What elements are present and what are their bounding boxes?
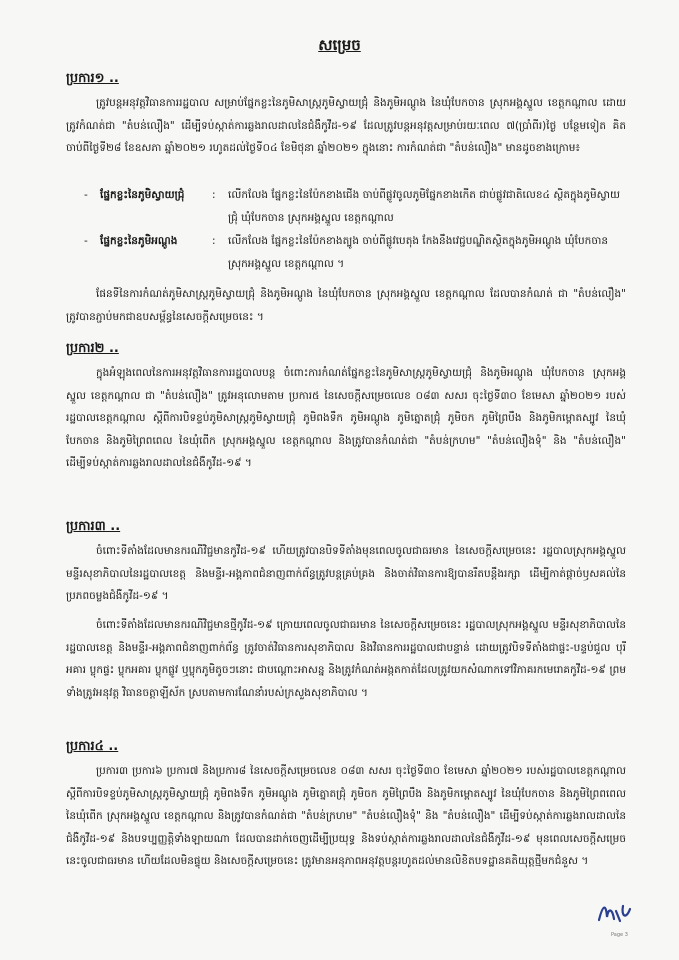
bullet-text: លើកលែង ផ្នែកខ្លះនៃប៉ែកខាងជើង ចាប់ពីផ្លូវចូលភូមិផ្នែកខាងកើត ជាប់ផ្លូវជាតិលេខ៤ ស្ថិតក្នុងភូមិស្វាយជ្រុំ ឃុំបែកចាន ស្រុកអង្គស្នួល ខេត្តកណ្តាល <box>228 189 620 224</box>
article-3-paragraph-1: ចំពោះទីតាំងដែលមានករណីវិជ្ជមានកូវីដ-១៩ ហើយត្រូវបានបិទទីតាំងមុនពេលចូលជាធរមាន នៃសេចក្តីសម្រេចនេះ រដ្ឋបាលស្រុកអង្គស្នួល មន្ទីរសុខាភិបាលនៃរដ្ឋបាលខេត្ត និងមន្ទីរ-អង្គភាពជំនាញពាក់ព័ន្ធត្រូវបន្តគ្រប់គ្រង និងចាត់វិធានការឱ្យបានរឹតបន្តឹងរក្សា ដើម្បីកាត់ផ្តាច់ឫសគល់នៃប្រភពចម្លងជំងឺកូវីដ-១៩ ។ <box>66 545 626 602</box>
article-1-paragraph: ត្រូវបន្តអនុវត្តវិធានការរដ្ឋបាល សម្រាប់ផ្នែកខ្លះនៃភូមិសាស្ត្រភូមិស្វាយជ្រុំ និងភូមិអណ្តូង នៃឃុំបែកចាន ស្រុកអង្គស្នួល ខេត្តកណ្តាល ដោយត្រូវកំណត់ជា "តំបន់លឿង" ដើម្បីទប់ស្កាត់ការឆ្លងរាលដាលនៃជំងឺកូវីដ-១៩ ដែលត្រូវបន្តអនុវត្តសម្រាប់រយៈពេល ៧(ប្រាំពីរ)ថ្ងៃ បន្ថែមទៀត គិតចាប់ពីថ្ងៃទី២៨ ខែឧសភា ឆ្នាំ២០២១ រហូតដល់ថ្ងៃទី០៤ ខែមិថុនា ឆ្នាំ២០២១ ក្នុងនោះ ការកំណត់ជា "តំបន់លឿង" មានដូចខាងក្រោម៖ <box>66 97 626 154</box>
article-3-paragraph-2: ចំពោះទីតាំងដែលមានករណីវិជ្ជមានថ្មីកូវីដ-១៩ ក្រោយពេលចូលជាធរមាន នៃសេចក្តីសម្រេចនេះ រដ្ឋបាលស្រុកអង្គស្នួល មន្ទីរសុខាភិបាលនៃរដ្ឋបាលខេត្ត និងមន្ទីរ-អង្គភាពជំនាញពាក់ព័ន្ធ ត្រូវចាត់វិធានការសុខាភិបាល និងវិធានការរដ្ឋបាលជាបន្ទាន់ ដោយត្រូវបិទទីតាំងជាផ្ទះ-បន្ទប់ជួល បុរីអគារ ប្លុកផ្ទះ ប្លុកអគារ ប្លុកផ្លូវ ឬប្លុកភូមិតូចៗនោះ ជាបណ្តោះអាសន្ន និងត្រូវកំណត់អង្កតកាត់ដែលត្រូវយកសំណាកទៅវិភាគរកមេរោគកូវីដ-១៩ ព្រមទាំងត្រូវអនុវត្ត វិធានចត្តាឡីស័ក ស្របតាមការណែនាំរបស់ក្រសួងសុខាភិបាល ។ <box>66 619 626 699</box>
bullet-dash: - <box>84 189 88 201</box>
bullet-text: លើកលែង ផ្នែកខ្លះនៃប៉ែកខាងត្បូង ចាប់ពីផ្លូវបេតុង កែងនឹងវេជ្ជបណ្ឌិតស្ថិតក្នុងភូមិអណ្តូង ឃុំបែកចាន ស្រុកអង្គស្នួល ខេត្តកណ្តាល ។ <box>228 235 608 270</box>
article-1-heading: ប្រការ១ .. <box>66 71 119 86</box>
bullet-dash: - <box>84 235 88 247</box>
bullet-colon: : <box>212 189 216 201</box>
page-number: Page 3 <box>611 932 628 938</box>
article-1-bullet-svay-chrum <box>84 184 624 229</box>
article-2-paragraph: ក្នុងអំឡុងពេលនៃការអនុវត្តវិធានការរដ្ឋបាលបន្ត ចំពោះការកំណត់ផ្នែកខ្លះនៃភូមិសាស្ត្រភូមិស្វាយជ្រុំ និងភូមិអណ្តូង ឃុំបែកចាន ស្រុកអង្គស្នួល ខេត្តកណ្តាល ជា "តំបន់លឿង" ត្រូវអនុលោមតាម ប្រការ៥ នៃសេចក្តីសម្រេចលេខ ០៨៣ សសរ ចុះថ្ងៃទី៣០ ខែមេសា ឆ្នាំ២០២១ របស់រដ្ឋបាលខេត្តកណ្តាល ស្តីពីការបិទខ្ទប់ភូមិសាស្ត្រភូមិស្វាយជ្រុំ ភូមិពងទឹក ភូមិអណ្តូង ភូមិត្នោតជ្រុំ ភូមិចក ភូមិព្រៃបឹង និងភូមិកម្ពោតស្បូវ នៃឃុំបែកចាន និងភូមិព្រៃពពេល នៃឃុំពើក ស្រុកអង្គស្នួល ខេត្តកណ្តាល និងត្រូវបានកំណត់ជា "តំបន់ក្រហម" "តំបន់លឿងទុំ" និង "តំបន់លឿង" ដើម្បីទប់ស្កាត់ការឆ្លងរាលដាលនៃជំងឺកូវីដ-១៩ ។ <box>66 367 626 469</box>
article-1-bullet-andoung <box>84 230 624 275</box>
article-3-heading: ប្រការ៣ .. <box>66 519 121 534</box>
bullet-label: ផ្នែកខ្លះនៃភូមិអណ្តូង <box>100 235 178 247</box>
article-4-paragraph: ប្រការ៣ ប្រការ៦ ប្រការ៧ និងប្រការ៨ នៃសេចក្តីសម្រេចលេខ ០៨៣ សសរ ចុះថ្ងៃទី៣០ ខែមេសា ឆ្នាំ២០២១ របស់រដ្ឋបាលខេត្តកណ្តាល ស្តីពីការបិទខ្ទប់ភូមិសាស្ត្រភូមិស្វាយជ្រុំ ភូមិពងទឹក ភូមិអណ្តូង ភូមិត្នោតជ្រុំ ភូមិចក ភូមិព្រៃបឹង និងភូមិកម្ពោតស្បូវ នៃឃុំបែកចាន និងភូមិព្រៃពពេល នៃឃុំពើក ស្រុកអង្គស្នួល ខេត្តកណ្តាល និងត្រូវបានកំណត់ជា "តំបន់ក្រហម" "តំបន់លឿងទុំ" និង "តំបន់លឿង" ដើម្បីទប់ស្កាត់ការឆ្លងរាលដាលនៃជំងឺកូវីដ-១៩ និងបទប្បញ្ញត្តិទាំងឡាយណា ដែលបានដាក់ចេញដើម្បីប្រយុទ្ធ និងទប់ស្កាត់ការឆ្លងរាលដាលនៃជំងឺកូវីដ-១៩ មុនពេលសេចក្តីសម្រេចនេះចូលជាធរមាន ហើយដែលមិនផ្ទុយ និងសេចក្តីសម្រេចនេះ ត្រូវមានអនុភាពអនុវត្តបន្តរហូតដល់មានលិខិតបទដ្ឋានគតិយុត្តថ្មីមកជំនួស ។ <box>66 765 626 867</box>
article-2-heading: ប្រការ២ .. <box>66 341 119 356</box>
bullet-colon: : <box>212 235 216 247</box>
signature-icon <box>596 900 640 926</box>
decision-title: សម្រេច <box>318 36 361 54</box>
bullet-label: ផ្នែកខ្លះនៃភូមិស្វាយជ្រុំ <box>100 189 185 201</box>
article-1-closing: ផែនទីនៃការកំណត់ភូមិសាស្ត្រភូមិស្វាយជ្រុំ និងភូមិអណ្តូង នៃឃុំបែកចាន ស្រុកអង្គស្នួល ខេត្តកណ្តាល ដែលបានកំណត់ ជា "តំបន់លឿង" ត្រូវបានភ្ជាប់មកជាឧបសម្ព័ន្ធនៃសេចក្តីសម្រេចនេះ ។ <box>66 288 626 323</box>
article-4-heading: ប្រការ៤ .. <box>66 739 119 754</box>
